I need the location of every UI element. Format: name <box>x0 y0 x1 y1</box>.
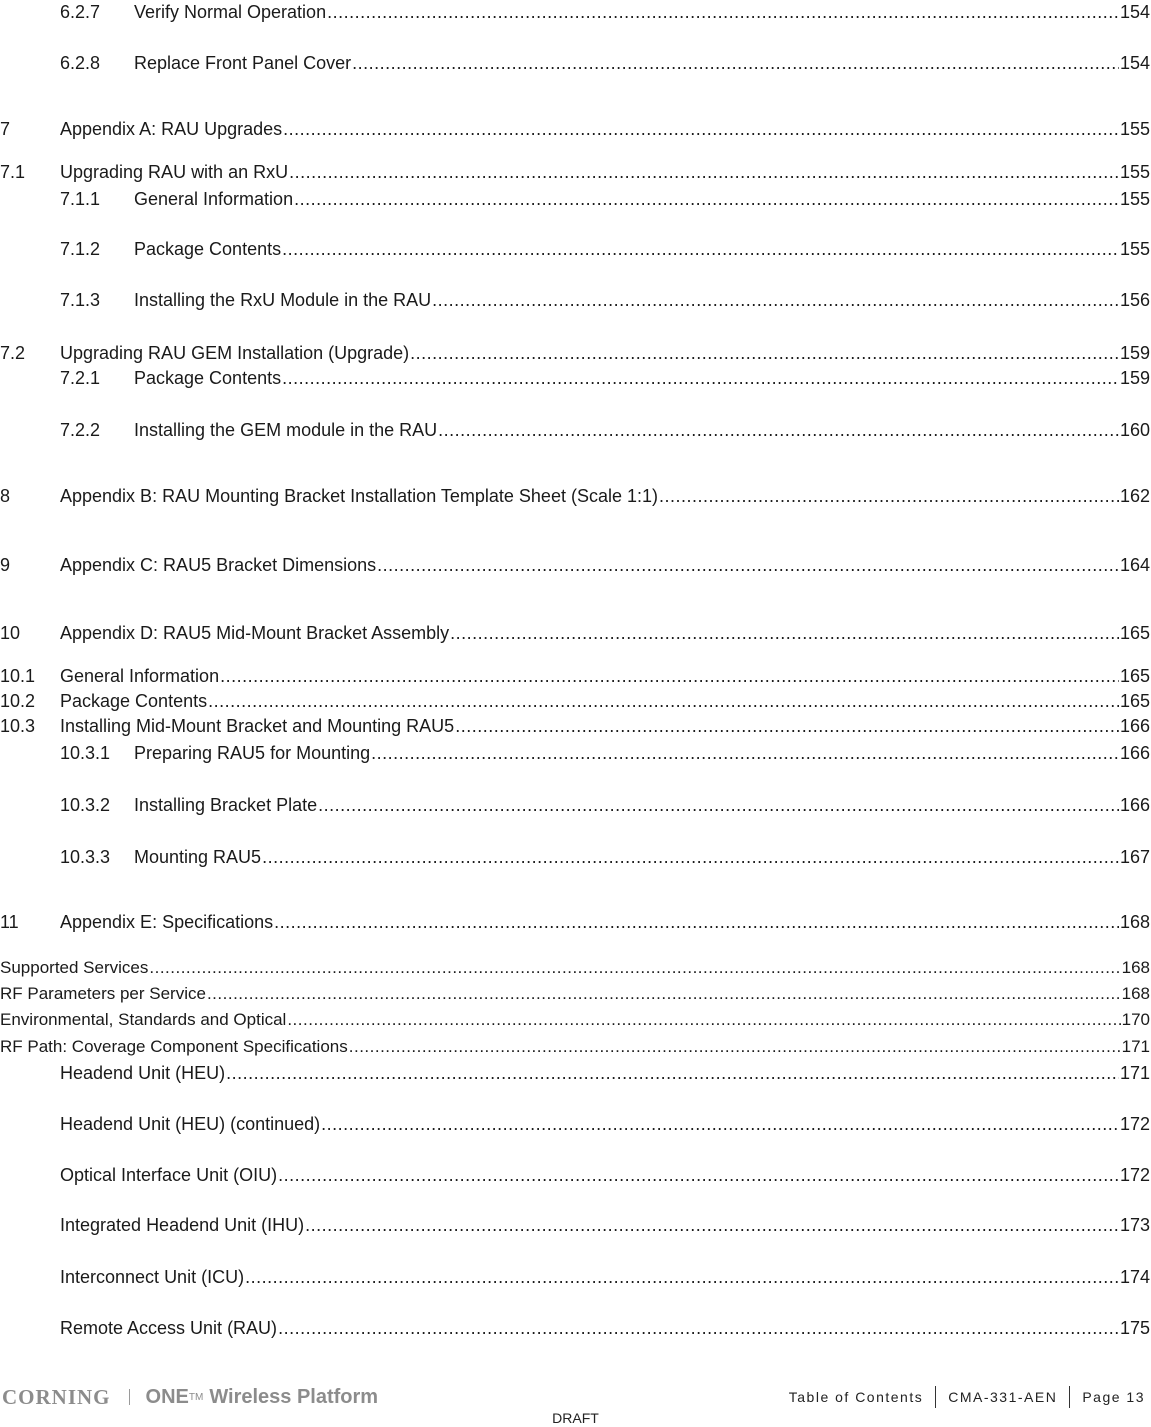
toc-entry-number: 11 <box>0 912 19 932</box>
toc-entry-title: Replace Front Panel Cover <box>134 53 352 73</box>
toc-entry-page: 165 <box>1119 666 1150 686</box>
toc-entry-page: 165 <box>1119 623 1150 643</box>
toc-entry[interactable] <box>0 983 1150 1005</box>
toc-entry[interactable] <box>60 742 1150 764</box>
dot-leader <box>305 1214 1119 1236</box>
draft-watermark-label: DRAFT <box>552 1410 599 1426</box>
dot-leader <box>207 983 1121 1005</box>
toc-entry-title: Package Contents <box>60 691 208 711</box>
toc-entry-number: 7.2.1 <box>60 368 101 388</box>
toc-entry[interactable] <box>60 419 1150 441</box>
dot-leader <box>455 715 1119 737</box>
toc-entry-page: 175 <box>1119 1318 1150 1338</box>
toc-entry-title: Optical Interface Unit (OIU) <box>60 1165 278 1185</box>
toc-entry-number: 7.2.2 <box>60 420 101 440</box>
toc-entry-page: 155 <box>1119 162 1150 182</box>
toc-entry-page: 155 <box>1119 119 1150 139</box>
dot-leader <box>327 1 1119 23</box>
toc-entry[interactable] <box>0 1036 1150 1058</box>
toc-entry-page: 156 <box>1119 290 1150 310</box>
toc-entry-number: 10.3 <box>0 716 36 736</box>
toc-entry-number: 8 <box>0 486 11 506</box>
toc-entry[interactable] <box>0 957 1150 979</box>
toc-entry-title: Appendix E: Specifications <box>60 912 274 932</box>
dot-leader <box>226 1062 1119 1084</box>
toc-entry-title: Appendix A: RAU Upgrades <box>60 119 283 139</box>
toc-entry-title: Interconnect Unit (ICU) <box>60 1267 245 1287</box>
toc-entry-page: 174 <box>1119 1267 1150 1287</box>
toc-entry-title: Appendix C: RAU5 Bracket Dimensions <box>60 555 377 575</box>
toc-entry-title: General Information <box>134 189 294 209</box>
dot-leader <box>220 665 1119 687</box>
toc-entry-title: Headend Unit (HEU) (continued) <box>60 1114 321 1134</box>
toc-entry[interactable] <box>0 665 1150 687</box>
toc-entry-page: 171 <box>1121 1037 1150 1056</box>
toc-entry-page: 154 <box>1119 2 1150 22</box>
toc-entry-page: 154 <box>1119 53 1150 73</box>
toc-entry-number: 6.2.7 <box>60 2 101 22</box>
dot-leader <box>352 52 1119 74</box>
dot-leader <box>349 1036 1121 1058</box>
dot-leader <box>289 161 1119 183</box>
toc-entry[interactable] <box>0 690 1150 712</box>
toc-entry-title: Mounting RAU5 <box>134 847 262 867</box>
toc-entry-number: 9 <box>0 555 11 575</box>
dot-leader <box>283 118 1119 140</box>
toc-entry[interactable] <box>60 1214 1150 1236</box>
toc-entry-number: 10.3.1 <box>60 743 111 763</box>
dot-leader <box>262 846 1119 868</box>
dot-leader <box>294 188 1119 210</box>
toc-entry-page: 171 <box>1119 1063 1150 1083</box>
platform-wordmark: Wireless Platform <box>209 1385 379 1408</box>
toc-entry[interactable] <box>0 554 1150 576</box>
footer-doc-id: CMA-331-AEN <box>935 1386 1069 1408</box>
toc-entry-number: 6.2.8 <box>60 53 101 73</box>
footer-section: Table of Contents <box>788 1389 924 1405</box>
brand-logo <box>2 1384 378 1410</box>
toc-entry-title: Package Contents <box>134 239 282 259</box>
dot-leader <box>659 485 1119 507</box>
toc-entry[interactable] <box>60 1164 1150 1186</box>
toc-entry[interactable] <box>60 1 1150 23</box>
footer-meta <box>777 1382 1149 1412</box>
toc-entry[interactable] <box>60 289 1150 311</box>
dot-leader <box>278 1317 1119 1339</box>
toc-entry[interactable] <box>0 622 1150 644</box>
toc-entry[interactable] <box>60 188 1150 210</box>
toc-entry[interactable] <box>0 118 1150 140</box>
toc-entry-page: 170 <box>1121 1010 1150 1029</box>
toc-entry-number: 7.1 <box>0 162 26 182</box>
toc-entry-number: 7.2 <box>0 343 26 363</box>
toc-entry-title: Installing Mid-Mount Bracket and Mounting RAU5 <box>60 716 455 736</box>
toc-entry-number: 10.1 <box>0 666 36 686</box>
dot-leader <box>321 1113 1119 1135</box>
toc-entry[interactable] <box>60 1113 1150 1135</box>
toc-entry[interactable] <box>60 1062 1150 1084</box>
toc-entry-number: 10.3.2 <box>60 795 111 815</box>
toc-entry-title: Upgrading RAU with an RxU <box>60 162 289 182</box>
dot-leader <box>438 419 1119 441</box>
toc-entry[interactable] <box>60 52 1150 74</box>
toc-entry-page: 155 <box>1119 239 1150 259</box>
toc-entry[interactable] <box>60 238 1150 260</box>
dot-leader <box>432 289 1119 311</box>
toc-entry[interactable] <box>0 1009 1150 1031</box>
toc-entry-page: 172 <box>1119 1165 1150 1185</box>
toc-entry-title: Environmental, Standards and Optical <box>0 1010 287 1029</box>
toc-entry-title: Package Contents <box>134 368 282 388</box>
dot-leader <box>287 1009 1120 1031</box>
toc-entry-page: 155 <box>1119 189 1150 209</box>
toc-entry-title: RF Path: Coverage Component Specifications <box>0 1037 348 1056</box>
toc-entry-page: 165 <box>1119 691 1150 711</box>
dot-leader <box>274 911 1119 933</box>
toc-entry-number: 7 <box>0 119 11 139</box>
page-footer <box>0 1382 1151 1412</box>
toc-entry-page: 159 <box>1119 343 1150 363</box>
toc-entry-title: Supported Services <box>0 958 149 977</box>
toc-entry[interactable] <box>60 794 1150 816</box>
toc-entry-title: Appendix D: RAU5 Mid-Mount Bracket Assembly <box>60 623 450 643</box>
dot-leader <box>278 1164 1119 1186</box>
toc-entry[interactable] <box>0 161 1150 183</box>
toc-entry-title: RF Parameters per Service <box>0 984 206 1003</box>
corning-wordmark: CORNING <box>2 1384 111 1409</box>
toc-entry-title: Installing the RxU Module in the RAU <box>134 290 432 310</box>
toc-entry[interactable] <box>0 911 1150 933</box>
toc-entry[interactable] <box>60 367 1150 389</box>
toc-entry-title: Remote Access Unit (RAU) <box>60 1318 278 1338</box>
toc-entry-page: 164 <box>1119 555 1150 575</box>
dot-leader <box>282 238 1119 260</box>
toc-entry[interactable] <box>0 342 1150 364</box>
toc-entry-number: 10.3.3 <box>60 847 111 867</box>
dot-leader <box>371 742 1119 764</box>
toc-entry[interactable] <box>0 485 1150 507</box>
toc-entry-number: 7.1.3 <box>60 290 101 310</box>
brand-divider <box>129 1389 130 1405</box>
toc-entry-title: Upgrading RAU GEM Installation (Upgrade) <box>60 343 410 363</box>
toc-entry[interactable] <box>60 1317 1150 1339</box>
dot-leader <box>282 367 1119 389</box>
toc-entry-title: Headend Unit (HEU) <box>60 1063 226 1083</box>
toc-entry-page: 168 <box>1121 958 1150 977</box>
dot-leader <box>377 554 1119 576</box>
toc-entry-page: 168 <box>1119 912 1150 932</box>
toc-entry-number: 10 <box>0 623 21 643</box>
footer-page-number: Page 13 <box>1069 1386 1149 1408</box>
toc-entry-page: 168 <box>1121 984 1150 1003</box>
toc-entry-title: Integrated Headend Unit (IHU) <box>60 1215 305 1235</box>
dot-leader <box>410 342 1119 364</box>
dot-leader <box>245 1266 1119 1288</box>
toc-entry[interactable] <box>0 715 1150 737</box>
toc-entry[interactable] <box>60 846 1150 868</box>
trademark-mark: TM <box>188 1391 204 1403</box>
toc-entry-page: 166 <box>1119 795 1150 815</box>
toc-entry-title: Installing Bracket Plate <box>134 795 318 815</box>
toc-entry-page: 166 <box>1119 716 1150 736</box>
toc-entry-title: Verify Normal Operation <box>134 2 327 22</box>
toc-entry[interactable] <box>60 1266 1150 1288</box>
dot-leader <box>149 957 1120 979</box>
toc-entry-page: 166 <box>1119 743 1150 763</box>
toc-entry-page: 162 <box>1119 486 1150 506</box>
toc-entry-title: Preparing RAU5 for Mounting <box>134 743 371 763</box>
dot-leader <box>318 794 1119 816</box>
toc-entry-title: Appendix B: RAU Mounting Bracket Installation Template Sheet (Scale 1:1) <box>60 486 658 506</box>
dot-leader <box>450 622 1119 644</box>
toc-entry-page: 160 <box>1119 420 1150 440</box>
dot-leader <box>208 690 1119 712</box>
toc-entry-page: 172 <box>1119 1114 1150 1134</box>
toc-entry-number: 7.1.2 <box>60 239 101 259</box>
toc-entry-page: 167 <box>1119 847 1150 867</box>
toc-entry-number: 7.1.1 <box>60 189 101 209</box>
toc-entry-number: 10.2 <box>0 691 36 711</box>
toc-entry-page: 173 <box>1119 1215 1150 1235</box>
toc-entry-title: Installing the GEM module in the RAU <box>134 420 438 440</box>
one-wordmark: ONE <box>145 1385 189 1408</box>
toc-entry-page: 159 <box>1119 368 1150 388</box>
toc-entry-title: General Information <box>60 666 220 686</box>
